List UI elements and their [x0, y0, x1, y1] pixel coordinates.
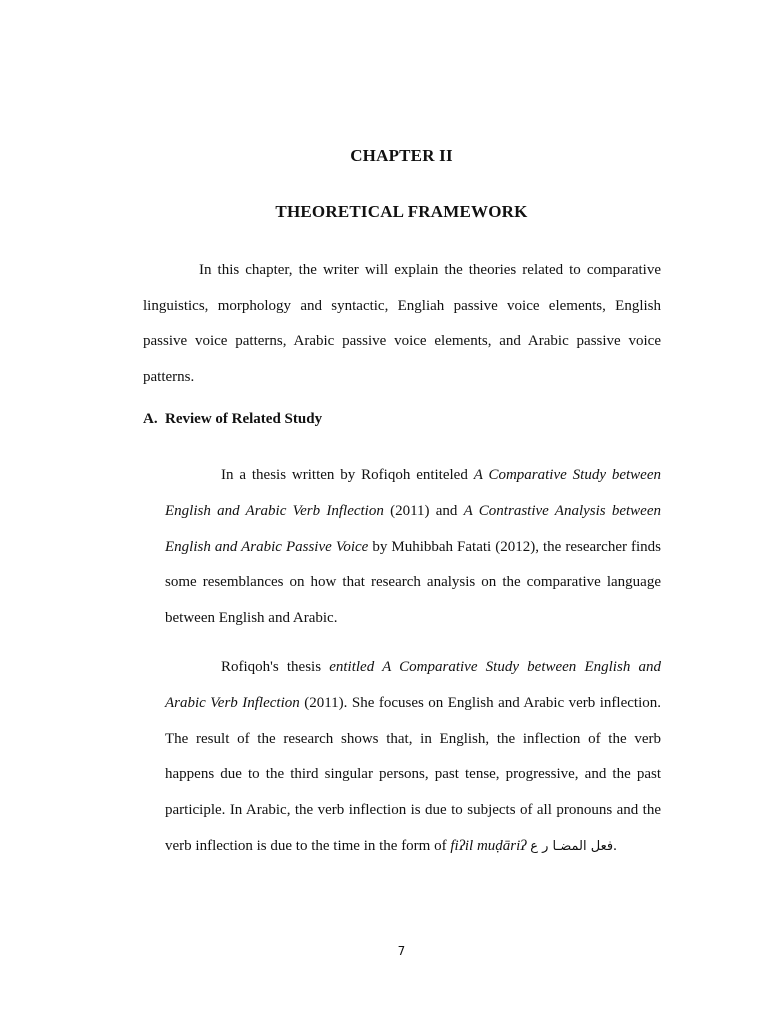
paragraph-text: .	[613, 837, 617, 854]
review-paragraph-1	[165, 458, 661, 637]
arabic-term: فعل المضـا ر ع	[530, 838, 614, 854]
thesis-title-italic: entitled A Comparative Study between English and Arabic Verb Inflection	[165, 659, 661, 711]
section-marker: A.	[143, 411, 158, 427]
paragraph-text: In a thesis written by Rofiqoh entiteled	[221, 467, 474, 483]
paragraph-text: (2011). She focuses on English and Arabic verb inflection. The result of the research shows that, in English, the inflection of the verb happens due to the third singular persons, past tense, progressive, and the past participle. In Arabic, the verb inflection is due to subjects of all pronouns and the verb inflection is due to the time in the form of	[165, 694, 661, 854]
paragraph-text: by Muhibbah Fatati (2012), the researcher finds some resemblances on how that research analysis on the comparative language between English and Arabic.	[165, 538, 662, 627]
section-heading	[143, 411, 322, 428]
intro-paragraph: In this chapter, the writer will explain the theories related to comparative linguistics, morphology and syntactic, Engliah passive voice elements, English passive voice patterns, Arabic passive voice elements, and Arabic passive voice patterns.	[143, 262, 661, 385]
thesis-title-italic: A Comparative Study between English and Arabic Verb Inflection	[165, 467, 661, 519]
review-paragraph-2	[165, 650, 661, 865]
paragraph-text: (2011) and	[383, 502, 464, 519]
chapter-label: CHAPTER II	[350, 146, 453, 165]
paragraph-text: Rofiqoh's thesis	[221, 659, 330, 675]
section-heading-text: Review of Related Study	[165, 411, 323, 427]
transliteration-italic: fiʔil muḍāriʔ	[450, 837, 527, 854]
thesis-title-italic: A Contrastive Analysis between English and Arabic Passive Voice	[165, 502, 661, 555]
chapter-title: THEORETICAL FRAMEWORK	[275, 202, 528, 221]
page-number: 7	[397, 944, 406, 958]
